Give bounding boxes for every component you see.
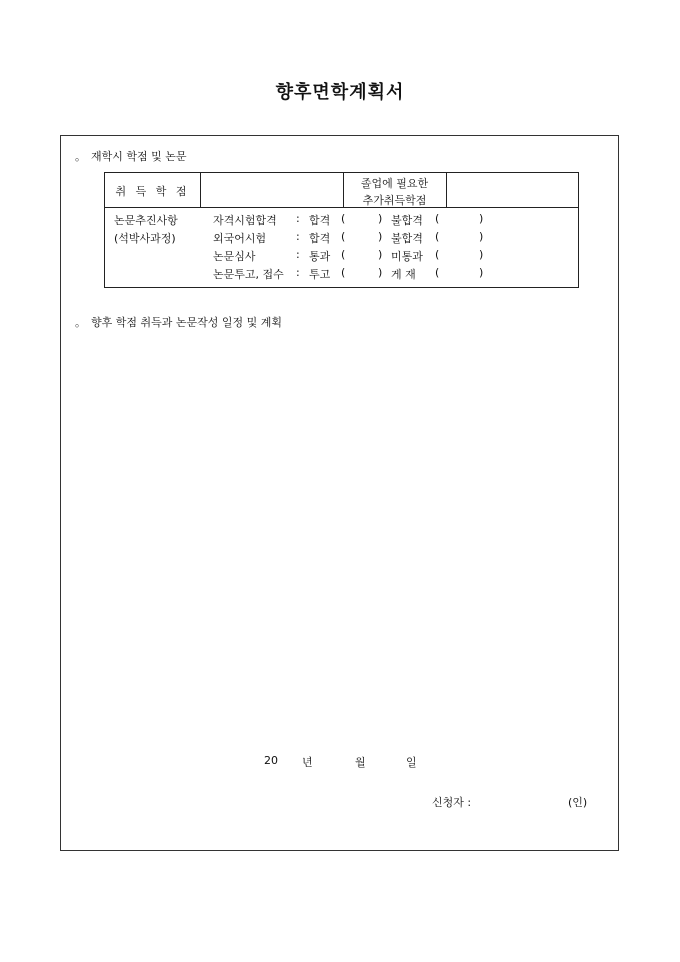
row-label: 자격시험합격: [213, 214, 277, 227]
option-pass-check-close[interactable]: ): [378, 248, 383, 261]
option-fail-check-close[interactable]: ): [479, 230, 484, 243]
option-fail-label: 불합격: [391, 232, 423, 245]
row-label: 외국어시험: [213, 232, 267, 245]
section-1-heading: [75, 148, 187, 164]
option-published-label: 게 재: [391, 268, 416, 281]
required-credits-header-line1: 졸업에 필요한: [360, 177, 429, 190]
option-published-check-open[interactable]: (: [435, 266, 440, 279]
table-divider: [105, 207, 578, 208]
option-pass-check-open[interactable]: (: [341, 212, 346, 225]
table-column-divider: [446, 173, 447, 207]
option-fail-label: 불합격: [391, 214, 423, 227]
option-pass-check-close[interactable]: ): [378, 230, 383, 243]
option-submit-label: 투고: [309, 268, 331, 281]
row-label: 논문투고, 접수: [213, 268, 284, 281]
earned-credits-header: 취 득 학 점: [115, 185, 190, 198]
section-2-title: 향후 학점 취득과 논문작성 일정 및 계획: [91, 316, 282, 329]
option-submit-check-close[interactable]: ): [378, 266, 383, 279]
table-column-divider: [200, 173, 201, 207]
section-1-bullet: 。: [75, 150, 86, 163]
applicant-label: 신청자 :: [432, 796, 472, 809]
date-month-unit: 월: [355, 756, 366, 769]
credits-table: [104, 172, 579, 288]
section-1-title: 재학시 학점 및 논문: [91, 150, 187, 163]
option-published-check-close[interactable]: ): [479, 266, 484, 279]
option-pass-label: 통과: [309, 250, 331, 263]
section-2-bullet: 。: [75, 316, 86, 329]
option-fail-check-close[interactable]: ): [479, 212, 484, 225]
thesis-progress-label: 논문추진사항: [114, 214, 178, 227]
option-fail-check-open[interactable]: (: [435, 212, 440, 225]
degree-course-label: (석박사과정): [114, 232, 176, 245]
form-frame: [60, 135, 619, 851]
row-colon: :: [296, 212, 300, 225]
option-pass-label: 합격: [309, 232, 331, 245]
option-pass-label: 합격: [309, 214, 331, 227]
row-colon: :: [296, 266, 300, 279]
date-year-unit: 년: [302, 756, 313, 769]
date-day-unit: 일: [406, 756, 417, 769]
row-colon: :: [296, 230, 300, 243]
option-pass-check-close[interactable]: ): [378, 212, 383, 225]
date-year: 20: [264, 754, 278, 767]
option-fail-check-open[interactable]: (: [435, 248, 440, 261]
row-colon: :: [296, 248, 300, 261]
page-title: 향후면학계획서: [275, 82, 405, 103]
option-pass-check-open[interactable]: (: [341, 230, 346, 243]
option-fail-check-open[interactable]: (: [435, 230, 440, 243]
option-fail-label: 미통과: [391, 250, 423, 263]
option-submit-check-open[interactable]: (: [341, 266, 346, 279]
section-2-heading: [75, 314, 282, 330]
required-credits-header-line2: 추가취득학점: [362, 194, 427, 207]
seal-label: (인): [568, 796, 588, 809]
option-fail-check-close[interactable]: ): [479, 248, 484, 261]
row-label: 논문심사: [213, 250, 256, 263]
option-pass-check-open[interactable]: (: [341, 248, 346, 261]
